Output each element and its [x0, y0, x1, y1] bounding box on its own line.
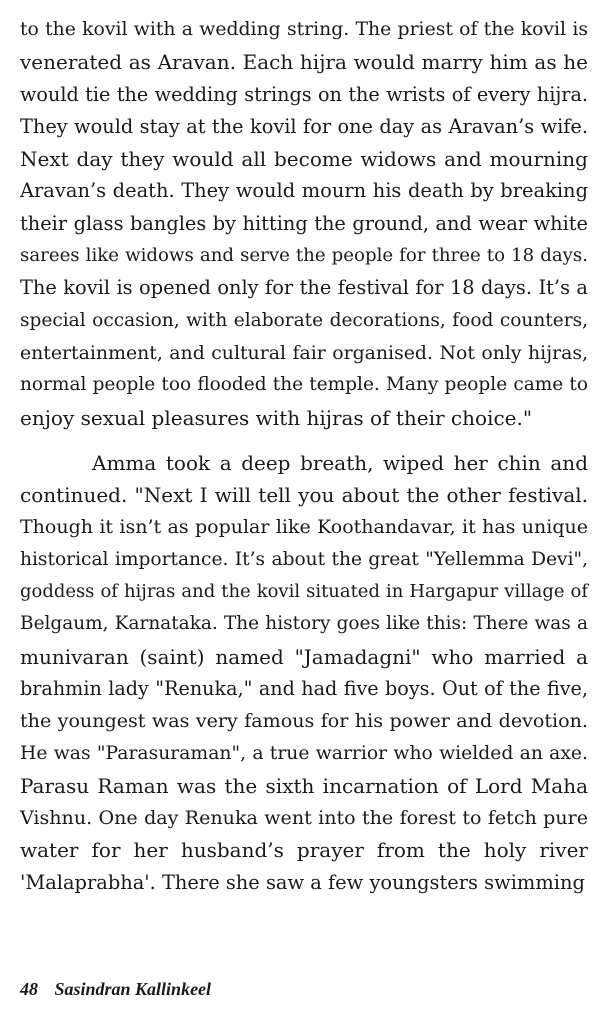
- text-line: special occasion, with elaborate decorations, food counters,: [20, 309, 588, 331]
- text-line: sarees like widows and serve the people for three to 18 days.: [20, 245, 588, 267]
- text-line: continued. "Next I will tell you about the other festival.: [20, 483, 588, 508]
- author-name: Sasindran Kallinkeel: [54, 979, 212, 999]
- text-line: enjoy sexual pleasures with hijras of their choice.": [20, 405, 533, 430]
- text-line: Vishnu. One day Renuka went into the forest to fetch pure: [20, 807, 588, 830]
- text-line: goddess of hijras and the kovil situated in Hargapur village of: [20, 581, 588, 603]
- text-line: normal people too flooded the temple. Many people came to: [20, 374, 588, 396]
- paragraph-gap: [20, 434, 588, 447]
- text-line: Aravan’s death. They would mourn his death by breaking: [20, 179, 588, 203]
- text-line: Amma took a deep breath, wiped her chin and: [92, 450, 588, 475]
- text-line: brahmin lady "Renuka," and had five boys. Out of the five,: [20, 676, 588, 700]
- paragraph: [20, 447, 588, 899]
- text-line: venerated as Aravan. Each hijra would marry him as he: [20, 50, 588, 75]
- text-line: He was "Parasuraman", a true warrior who wielded an axe.: [20, 742, 588, 764]
- text-line: Though it isn’t as popular like Koothandavar, it has unique: [20, 516, 588, 539]
- text-line: water for her husband’s prayer from the holy river: [20, 838, 588, 863]
- text-line: the youngest was very famous for his power and devotion.: [20, 709, 588, 733]
- text-line: 'Malaprabha'. There she saw a few youngsters swimming: [20, 870, 585, 894]
- text-line: munivaran (saint) named "Jamadagni" who married a: [20, 644, 588, 669]
- page-footer: [20, 979, 211, 1000]
- page-number: 48: [20, 979, 38, 999]
- text-line: to the kovil with a wedding string. The priest of the kovil is: [20, 19, 588, 40]
- text-line: historical importance. It’s about the great "Yellemma Devi",: [20, 548, 588, 570]
- text-line: their glass bangles by hitting the ground, and wear white: [20, 211, 588, 235]
- text-line: They would stay at the kovil for one day as Aravan’s wife.: [20, 114, 588, 138]
- text-line: Next day they would all become widows and mourning: [20, 147, 588, 172]
- text-line: Belgaum, Karnataka. The history goes like this: There was a: [20, 613, 588, 635]
- text-line: Parasu Raman was the sixth incarnation of Lord Maha: [20, 773, 588, 798]
- text-line: The kovil is opened only for the festival for 18 days. It’s a: [20, 276, 588, 300]
- text-line: entertainment, and cultural fair organised. Not only hijras,: [20, 341, 588, 364]
- body-text: [20, 14, 588, 899]
- paragraph: [20, 14, 588, 434]
- text-line: would tie the wedding strings on the wrists of every hijra.: [20, 82, 588, 106]
